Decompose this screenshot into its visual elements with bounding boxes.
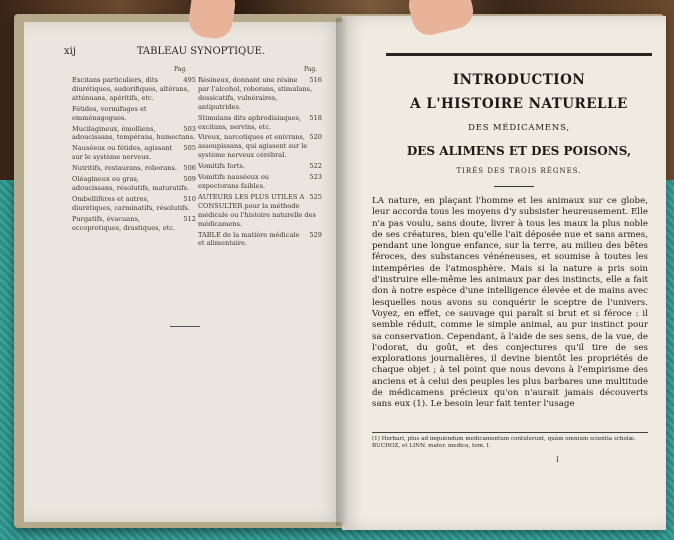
entry-text: Nauséeux ou fétides, agissant sur le système nerveux. bbox=[72, 144, 173, 162]
title-short-rule bbox=[494, 186, 534, 187]
entry-text: Ombellifères et autres, diurétiques, carminatifs, résolutifs. bbox=[72, 194, 190, 212]
synoptic-column-1 bbox=[72, 76, 196, 235]
entry-text: Stimulans dits aphrodisiaques, excitans, nervins, etc. bbox=[198, 113, 302, 131]
entry-text: Purgatifs, évacuans, eccoprotiques, drastiques, etc. bbox=[72, 214, 176, 232]
synoptic-entry bbox=[198, 162, 322, 171]
entry-page-number: 505 bbox=[183, 144, 196, 153]
chapter-title: INTRODUCTION bbox=[452, 72, 586, 88]
entry-text: TABLE de la matière médicale et alimentaire. bbox=[198, 230, 300, 248]
footnote: (1) Herbari, plus ad inquiendum medicamentum contulerunt, quàm omnium scientia scholæ. BUCHOZ, et LINN. mater. medica, tom. I. bbox=[372, 436, 636, 449]
entry-text: Oléagineux ou gras, adoucissans, résolutifs, maturatifs. bbox=[72, 175, 190, 192]
chapter-subtitle-1: A L'HISTOIRE NATURELLE bbox=[410, 96, 628, 112]
entry-page-number: 512 bbox=[183, 214, 196, 223]
synoptic-entry bbox=[198, 231, 322, 249]
entry-page-number: 520 bbox=[309, 133, 322, 142]
synoptic-entry bbox=[72, 125, 196, 143]
entry-page-number: 506 bbox=[183, 164, 196, 173]
synoptic-column-2 bbox=[198, 76, 322, 250]
entry-text: Vomitifs nauséeux ou expectorans faibles. bbox=[198, 173, 270, 190]
entry-text: Vomitifs forts. bbox=[198, 162, 245, 171]
synoptic-entry bbox=[72, 215, 196, 233]
synoptic-entry bbox=[72, 195, 196, 213]
entry-page-number: 523 bbox=[309, 173, 322, 182]
left-running-head: TABLEAU SYNOPTIQUE. bbox=[136, 46, 266, 57]
signature-mark: I bbox=[556, 456, 559, 464]
pag-label-col1: Pag. bbox=[174, 66, 188, 73]
synoptic-entry bbox=[198, 114, 322, 132]
chapter-subtitle-3: DES ALIMENS ET DES POISONS, bbox=[406, 144, 632, 158]
synoptic-entry bbox=[198, 76, 322, 112]
title-rule bbox=[386, 53, 652, 56]
entry-text: Vireux, narcotiques et enivrans, assoupissans, qui agissent sur le système nerveux cérébral. bbox=[198, 133, 308, 160]
synoptic-entry bbox=[198, 173, 322, 191]
synoptic-entry bbox=[198, 133, 322, 160]
entry-page-number: 509 bbox=[183, 175, 196, 184]
synoptic-entry bbox=[72, 76, 196, 103]
pag-label-col2: Pag. bbox=[304, 66, 318, 73]
entry-text: Résineux, donnant une résine par l'alcohol, roborans, stimulans, dessicatifs, vulnéraires, antiputrides. bbox=[198, 76, 313, 111]
left-page-number: xij bbox=[64, 46, 76, 57]
synoptic-entry bbox=[198, 193, 322, 229]
left-page-header bbox=[64, 46, 326, 57]
entry-page-number: 518 bbox=[309, 113, 322, 122]
synoptic-entry bbox=[72, 144, 196, 162]
synoptic-entry bbox=[72, 164, 196, 173]
entry-page-number: 503 bbox=[183, 124, 196, 133]
entry-text: AUTEURS LES PLUS UTILES A CONSULTER pour la méthode médicale ou l'histoire naturelle des médicamens. bbox=[198, 192, 316, 228]
entry-page-number: 510 bbox=[183, 194, 196, 203]
entry-text: Fétides, vermifuges et emménagogues. bbox=[72, 104, 147, 122]
book-spine bbox=[336, 18, 348, 526]
entry-page-number: 525 bbox=[309, 192, 322, 201]
entry-page-number: 529 bbox=[309, 230, 322, 239]
entry-text: Excitans particuliers, dits diurétiques, sudorifiques, altérans, atténuans, apéritifs, etc. bbox=[72, 76, 190, 102]
entry-text: Nutritifs, restaurans, roborans. bbox=[72, 164, 177, 173]
entry-page-number: 522 bbox=[309, 162, 322, 171]
introduction-body bbox=[372, 196, 648, 411]
entry-text: Mucilagineux, émolliens, adoucissans, tempérans, humectans. bbox=[72, 124, 196, 142]
entry-page-number: 495 bbox=[183, 76, 196, 84]
synoptic-entry bbox=[72, 105, 196, 123]
chapter-subtitle-4: TIRÉS DES TROIS RÈGNES. bbox=[456, 167, 582, 175]
left-page-divider bbox=[170, 326, 200, 327]
entry-page-number: 516 bbox=[309, 76, 322, 84]
chapter-subtitle-2: DES MÉDICAMENS, bbox=[468, 123, 570, 133]
synoptic-entry bbox=[72, 175, 196, 193]
footnote-rule bbox=[372, 432, 648, 433]
body-paragraph: LA nature, en plaçant l'homme et les animaux sur ce globe, leur accorda tous les moyens d'y subsister heureusement. Elle n'a pas voulu, sans doute, livrer à tous les maux la plus noble de ses créatures, bien qu'elle l'ait déposée nue et sans armes, pendant une longue enfance, sur la terre, au milieu des bêtes féroces, des substances vénéneuses, et soumise à toutes les intempéries de l'atmosphère. Mais si la nature a pris soin d'instruire elle-même les animaux par des instincts, elle a fait don à notre espèce d'une intelligence élevée et de mains avec lesquelles nous avons su conquérir le sceptre de l'univers. Voyez, en effet, ce sauvage qui paraît si brut et si féroce : il semble réduit, comme le simple animal, au pur instinct pour sa conservation. Cependant, à l'aide de ses sens, de la vue, de l'odorat, du goût, et des conjectures qu'il tire de ses explorations journalières, il devine bientôt les propriétés de chaque objet ; à tel point que nous devons à l'empirisme des anciens et à celui des peuples les plus barbares une multitude de médicamens précieux qu'on n'aurait jamais découverts sans eux (1). Le besoin leur fait tenter l'usage bbox=[372, 196, 648, 410]
